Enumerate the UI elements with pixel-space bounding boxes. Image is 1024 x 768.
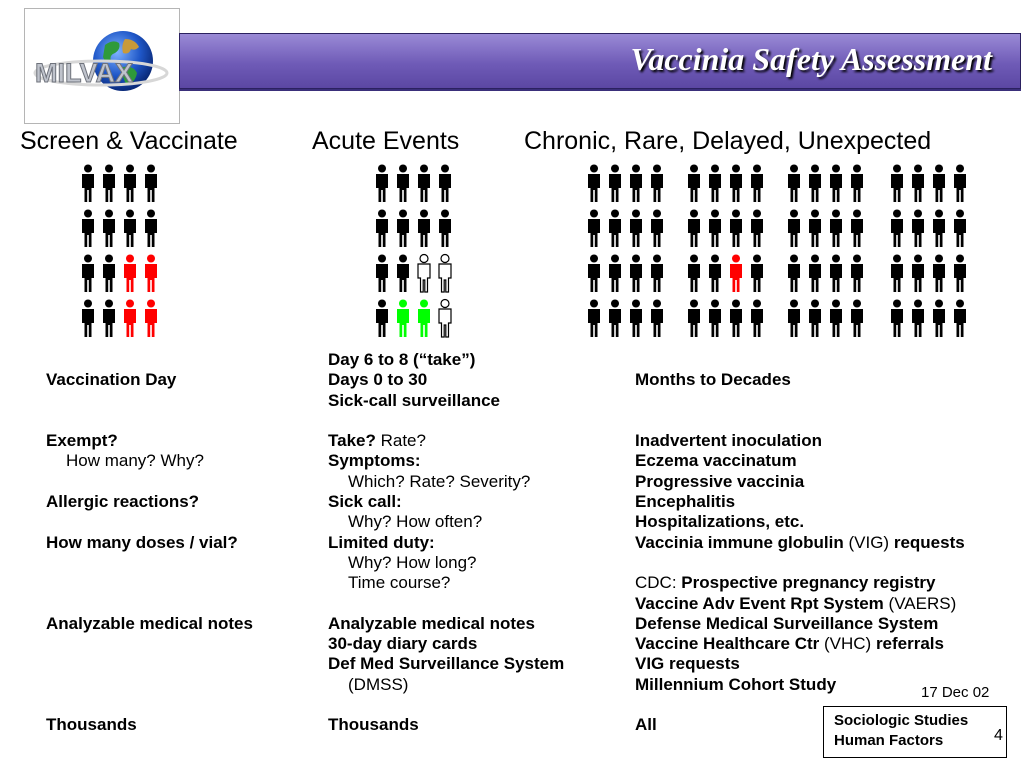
text-span: Vaccine Healthcare Ctr: [635, 634, 820, 654]
person-figure: [954, 165, 966, 203]
text-line: [328, 695, 564, 715]
text-line: [46, 654, 253, 674]
person-figure: [891, 300, 903, 338]
text-span: Vaccinia immune globulin: [635, 532, 844, 552]
person-figure: [418, 210, 430, 248]
person-figure: [397, 255, 409, 293]
text-line: Day 6 to 8 (“take”): [328, 350, 476, 369]
person-figure: [82, 210, 94, 248]
text-span: referrals: [875, 634, 944, 654]
text-span: Take?: [328, 431, 376, 451]
person-figure: [651, 210, 663, 248]
person-figure: [651, 165, 663, 203]
text-line: Days 0 to 30: [328, 370, 428, 390]
text-line: VIG requests: [635, 654, 740, 674]
person-figure: [103, 300, 115, 338]
person-figure: [851, 300, 863, 338]
text-line: Why? How often?: [348, 512, 483, 532]
slide-title: Vaccinia Safety Assessment: [630, 41, 992, 77]
text-line: [46, 391, 253, 411]
text-line: Hospitalizations, etc.: [635, 512, 805, 532]
text-span: Vaccine Adv Event Rpt System: [635, 593, 884, 613]
person-figure: [933, 165, 945, 203]
text-line: [46, 411, 253, 431]
person-figure: [609, 210, 621, 248]
person-figure: [954, 255, 966, 293]
person-figure: [851, 210, 863, 248]
person-figure: [145, 210, 157, 248]
person-figure: [124, 255, 136, 293]
person-figure: [730, 255, 742, 293]
text-line: [46, 512, 253, 532]
header-screen-vaccinate: Screen & Vaccinate: [20, 127, 238, 155]
person-figure: [751, 165, 763, 203]
person-figure: [651, 300, 663, 338]
person-figure: [751, 210, 763, 248]
text-line: [635, 573, 965, 593]
person-figure: [124, 300, 136, 338]
text-line: [635, 411, 965, 431]
person-figure: [397, 300, 409, 338]
text-line: Exempt?: [46, 431, 118, 451]
person-figure: [891, 255, 903, 293]
person-figure: [418, 255, 430, 293]
text-line: [46, 675, 253, 695]
text-line: [635, 533, 965, 553]
text-span: Rate?: [375, 431, 426, 451]
person-figure: [709, 300, 721, 338]
person-figure: [609, 165, 621, 203]
column-chronic-events: [635, 350, 965, 736]
text-line: [328, 594, 564, 614]
text-line: Millennium Cohort Study: [635, 674, 837, 694]
person-figure: [709, 165, 721, 203]
text-line: Thousands: [328, 715, 419, 735]
person-figure: [954, 300, 966, 338]
person-figure: [851, 165, 863, 203]
page-number: 4: [994, 727, 1003, 744]
person-figure: [912, 210, 924, 248]
text-line: Which? Rate? Severity?: [348, 471, 531, 491]
text-line: [635, 391, 965, 411]
person-figure: [439, 165, 451, 203]
person-figure: [651, 255, 663, 293]
person-figure: [376, 300, 388, 338]
text-line: [635, 634, 965, 654]
person-figure: [954, 210, 966, 248]
text-line: [635, 553, 965, 573]
text-line: Sick-call surveillance: [328, 390, 500, 410]
person-figure: [630, 165, 642, 203]
population-figures: [0, 160, 1024, 340]
person-figure: [688, 300, 700, 338]
person-figure: [82, 165, 94, 203]
text-line: Analyzable medical notes: [328, 613, 535, 633]
person-figure: [730, 210, 742, 248]
header-acute-events: Acute Events: [312, 127, 460, 155]
person-figure: [588, 165, 600, 203]
person-figure: [788, 255, 800, 293]
person-figure: [588, 300, 600, 338]
person-figure: [809, 210, 821, 248]
text-line: Inadvertent inoculation: [635, 431, 823, 451]
person-figure: [851, 255, 863, 293]
slide-date: 17 Dec 02: [921, 684, 990, 701]
text-line: [635, 350, 965, 370]
text-span: (VHC): [819, 634, 876, 654]
text-line: Eczema vaccinatum: [635, 451, 797, 471]
person-figure: [830, 300, 842, 338]
person-figure: [709, 255, 721, 293]
person-figure: [82, 300, 94, 338]
text-span: requests: [893, 532, 965, 552]
person-figure: [891, 165, 903, 203]
person-figure: [709, 210, 721, 248]
person-figure: [630, 255, 642, 293]
person-figure: [830, 210, 842, 248]
person-figure: [376, 165, 388, 203]
person-figure: [809, 255, 821, 293]
person-figure: [103, 255, 115, 293]
person-figure: [376, 255, 388, 293]
footer-box: [823, 706, 1007, 758]
globe-icon: [25, 9, 179, 123]
text-line: Months to Decades: [635, 370, 791, 390]
text-line: [46, 594, 253, 614]
person-figure: [397, 165, 409, 203]
person-figure: [588, 255, 600, 293]
footer-line-human-factors: Human Factors: [834, 732, 944, 749]
text-line: (DMSS): [348, 674, 409, 694]
person-figure: [103, 210, 115, 248]
person-figure: [751, 255, 763, 293]
person-figure: [933, 210, 945, 248]
text-span: CDC:: [635, 573, 682, 593]
person-figure: [82, 255, 94, 293]
text-line: [328, 431, 564, 451]
person-figure: [439, 255, 451, 293]
text-span: (VIG): [843, 532, 894, 552]
text-line: [46, 634, 253, 654]
text-line: How many doses / vial?: [46, 532, 238, 552]
person-figure: [788, 165, 800, 203]
text-line: 30-day diary cards: [328, 634, 478, 654]
text-line: Encephalitis: [635, 492, 736, 512]
person-figure: [788, 300, 800, 338]
person-figure: [609, 300, 621, 338]
person-figure: [688, 255, 700, 293]
text-line: Why? How long?: [348, 552, 477, 572]
header-chronic-events: Chronic, Rare, Delayed, Unexpected: [524, 127, 932, 155]
person-figure: [933, 300, 945, 338]
person-figure: [912, 165, 924, 203]
text-line: Limited duty:: [328, 532, 435, 552]
person-figure: [912, 255, 924, 293]
person-figure: [103, 165, 115, 203]
person-figure: [730, 300, 742, 338]
text-span: (VAERS): [883, 593, 957, 613]
person-figure: [376, 210, 388, 248]
person-figure: [397, 210, 409, 248]
column-screen-vaccinate: [46, 350, 253, 736]
person-figure: [439, 300, 451, 338]
title-banner: [179, 33, 1021, 89]
text-line: Vaccination Day: [46, 370, 177, 390]
person-figure: [830, 255, 842, 293]
text-line: [46, 553, 253, 573]
text-line: Symptoms:: [328, 451, 421, 471]
text-line: Def Med Surveillance System: [328, 654, 565, 674]
milvax-logo: [24, 8, 180, 124]
text-span: Prospective pregnancy registry: [681, 573, 936, 593]
text-line: [46, 472, 253, 492]
text-line: How many? Why?: [66, 451, 204, 471]
person-figure: [588, 210, 600, 248]
person-figure: [630, 210, 642, 248]
person-figure: [809, 300, 821, 338]
person-figure: [124, 165, 136, 203]
person-figure: [145, 255, 157, 293]
text-line: All: [635, 715, 657, 735]
text-line: [46, 350, 253, 370]
column-acute-events: [328, 350, 564, 736]
text-line: [46, 573, 253, 593]
text-line: Time course?: [348, 573, 451, 593]
person-figure: [630, 300, 642, 338]
person-figure: [145, 165, 157, 203]
text-line: Analyzable medical notes: [46, 613, 253, 633]
text-line: Allergic reactions?: [46, 492, 200, 512]
svg-text:MILVAX: MILVAX: [35, 58, 133, 88]
person-figure: [688, 165, 700, 203]
person-figure: [788, 210, 800, 248]
text-line: [328, 411, 564, 431]
text-line: Defense Medical Surveillance System: [635, 613, 939, 633]
person-figure: [124, 210, 136, 248]
person-figure: [609, 255, 621, 293]
person-figure: [418, 300, 430, 338]
text-line: Sick call:: [328, 492, 402, 512]
person-figure: [688, 210, 700, 248]
person-figure: [912, 300, 924, 338]
person-figure: [891, 210, 903, 248]
footer-line-sociologic: Sociologic Studies: [834, 712, 969, 729]
text-line: [46, 695, 253, 715]
person-figure: [418, 165, 430, 203]
person-figure: [809, 165, 821, 203]
person-figure: [830, 165, 842, 203]
person-figure: [730, 165, 742, 203]
text-line: [635, 594, 965, 614]
text-line: Thousands: [46, 715, 137, 735]
person-figure: [439, 210, 451, 248]
person-figure: [933, 255, 945, 293]
person-figure: [145, 300, 157, 338]
text-line: Progressive vaccinia: [635, 471, 805, 491]
person-figure: [751, 300, 763, 338]
